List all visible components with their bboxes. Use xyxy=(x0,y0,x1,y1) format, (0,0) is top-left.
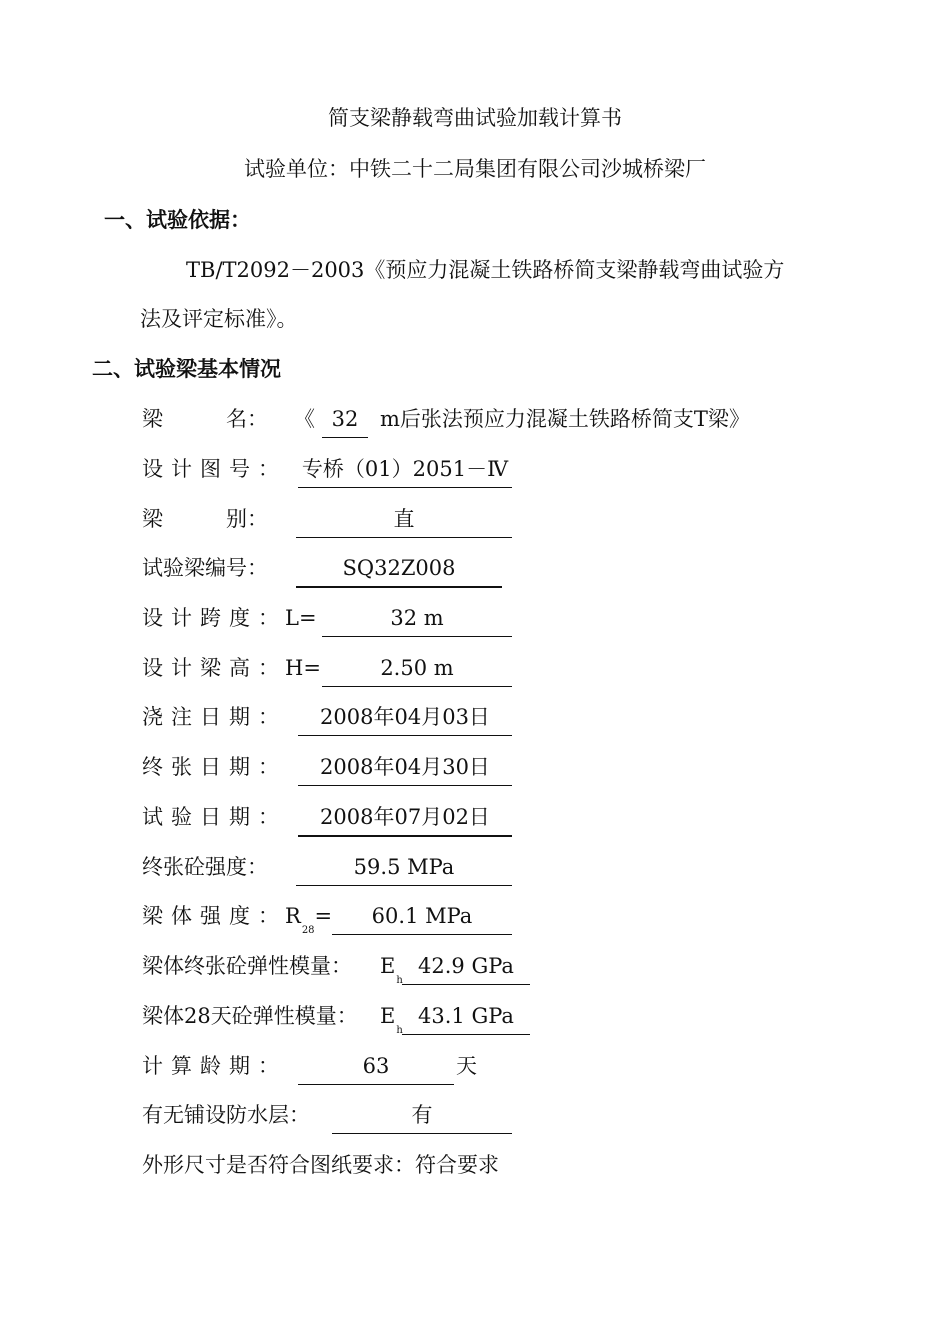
drawing-no-value: 专桥（01）2051－Ⅳ xyxy=(298,455,512,488)
modulus-final-prefix: E xyxy=(380,954,396,978)
final-tension-date-label: 终张日期： xyxy=(142,755,287,779)
modulus-final-sub: h xyxy=(396,975,403,986)
beam-strength-symbol xyxy=(285,902,332,945)
waterproof-label: 有无铺设防水层： xyxy=(142,1103,310,1127)
test-date-label: 试验日期： xyxy=(142,805,287,829)
beam-name-suffix: m后张法预应力混凝土铁路桥简支T梁》 xyxy=(380,407,750,431)
beam-type-value: 直 xyxy=(296,505,512,538)
span-value: 32 m xyxy=(322,604,512,637)
beam-strength-label: 梁体强度： xyxy=(142,904,287,928)
final-tension-date-value: 2008年04月30日 xyxy=(298,753,512,786)
pour-date-label: 浇注日期： xyxy=(142,705,287,729)
pour-date-value: 2008年04月03日 xyxy=(298,703,512,736)
age-suffix: 天 xyxy=(456,1054,477,1078)
beam-strength-prefix: R xyxy=(285,904,301,928)
basis-line-1: TB/T2092－2003《预应力混凝土铁路桥简支梁静载弯曲试验方 xyxy=(186,258,785,282)
modulus-final-label: 梁体终张砼弹性模量： xyxy=(142,954,352,978)
beam-name-open: 《 xyxy=(294,407,315,431)
modulus-28-sub: h xyxy=(396,1025,403,1036)
modulus-28-symbol xyxy=(380,1002,403,1045)
test-unit-line: 试验单位：中铁二十二局集团有限公司沙城桥梁厂 xyxy=(244,157,706,181)
beam-no-value: SQ32Z008 xyxy=(296,554,502,588)
waterproof-value: 有 xyxy=(332,1101,512,1134)
beam-strength-eq: = xyxy=(314,904,333,928)
tension-strength-label: 终张砼强度： xyxy=(142,855,268,879)
age-value: 63 xyxy=(298,1052,454,1085)
modulus-28-value: 43.1 GPa xyxy=(402,1002,530,1035)
dimension-check-value: 符合要求 xyxy=(415,1153,499,1177)
basis-line-2: 法及评定标准》。 xyxy=(140,307,298,331)
beam-name-value: 32 xyxy=(322,405,368,438)
section2-heading: 二、试验梁基本情况 xyxy=(92,357,281,381)
beam-strength-sub: 28 xyxy=(301,925,315,936)
drawing-no-label: 设计图号： xyxy=(142,457,287,481)
modulus-final-symbol xyxy=(380,952,403,995)
span-prefix: L= xyxy=(285,606,317,630)
tension-strength-value: 59.5 MPa xyxy=(296,853,512,886)
dimension-check-label: 外形尺寸是否符合图纸要求： xyxy=(142,1153,415,1177)
height-prefix: H= xyxy=(285,656,321,680)
age-label: 计算龄期： xyxy=(142,1054,287,1078)
height-value: 2.50 m xyxy=(322,654,512,687)
document-title: 简支梁静载弯曲试验加载计算书 xyxy=(328,106,622,130)
beam-no-label: 试验梁编号： xyxy=(142,556,268,580)
height-label: 设计梁高： xyxy=(142,656,287,680)
beam-strength-value: 60.1 MPa xyxy=(332,902,512,935)
modulus-final-value: 42.9 GPa xyxy=(402,952,530,985)
span-label: 设计跨度： xyxy=(142,606,287,630)
dimension-check-line xyxy=(142,1151,499,1179)
modulus-28-label: 梁体28天砼弹性模量： xyxy=(142,1004,358,1028)
modulus-28-prefix: E xyxy=(380,1004,396,1028)
test-date-value: 2008年07月02日 xyxy=(298,803,512,837)
beam-type-label: 梁 别： xyxy=(142,507,268,531)
section1-heading: 一、试验依据： xyxy=(104,208,251,232)
beam-name-label: 梁 名： xyxy=(142,407,268,431)
